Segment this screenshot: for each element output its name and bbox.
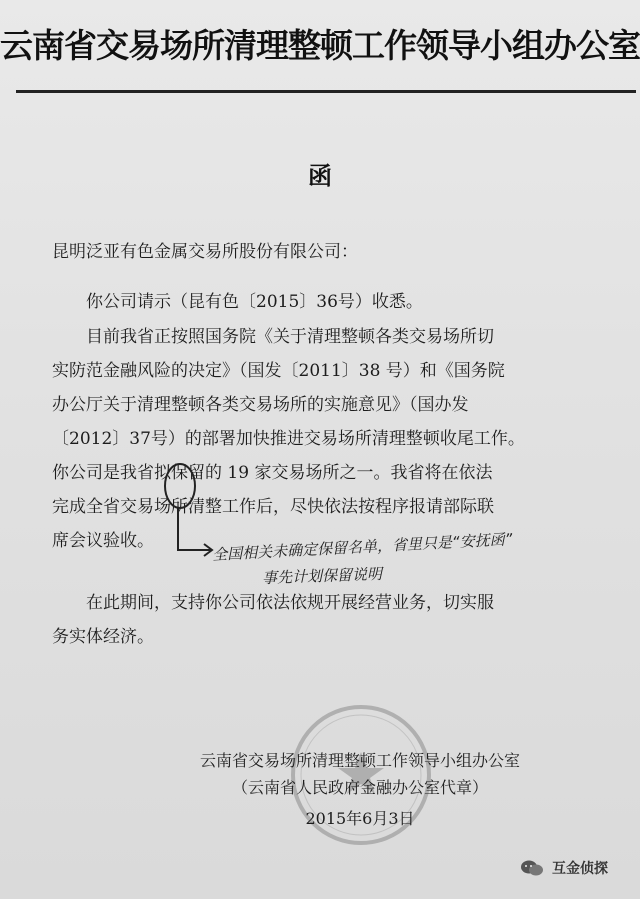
paragraph-3 (52, 586, 612, 654)
paragraph-line: 办公厅关于清理整顿各类交易场所的实施意见》（国办发 (52, 395, 469, 415)
paragraph-1 (52, 285, 612, 319)
paragraph-line: 目前我省正按照国务院《关于清理整顿各类交易场所切 (86, 327, 494, 347)
handwritten-note-line-1: 全国相关未确定保留名单，省里只是“安抚函” (211, 530, 513, 564)
paragraph-line: 〔2012〕37号）的部署加快推进交易场所清理整顿收尾工作。 (52, 429, 525, 449)
document-type: 函 (308, 162, 332, 190)
paragraph-line: 你公司请示（昆有色〔2015〕36号）收悉。 (86, 292, 423, 312)
recipient (52, 235, 612, 269)
signature-date: 2015年6月3日 (305, 809, 415, 828)
wechat-icon (520, 859, 544, 877)
watermark (520, 858, 608, 878)
letterhead-title: 云南省交易场所清理整顿工作领导小组办公室 (0, 26, 640, 65)
paragraph-line: 你公司是我省拟保留的 19 家交易场所之一。我省将在依法 (52, 463, 493, 483)
handwritten-note-line-2: 事先计划保留说明 (261, 564, 383, 588)
signature-organization: 云南省交易场所清理整顿工作领导小组办公室 (199, 751, 520, 770)
paragraph-line: 实防范金融风险的决定》（国发〔2011〕38 号）和《国务院 (52, 361, 505, 381)
signature-subtitle: （云南省人民政府金融办公室代章） (231, 778, 488, 797)
recipient-line: 昆明泛亚有色金属交易所股份有限公司： (52, 242, 358, 262)
paragraph-line: 完成全省交易场所清整工作后，尽快依法按程序报请部际联 (52, 497, 494, 517)
watermark-text: 互金侦探 (552, 861, 608, 877)
paragraph-2 (52, 320, 612, 558)
paragraph-line: 席会议验收。 (52, 531, 154, 551)
paragraph-line: 务实体经济。 (52, 627, 154, 647)
letterhead-rule (16, 90, 636, 93)
paragraph-line: 在此期间，支持你公司依法依规开展经营业务，切实服 (86, 593, 494, 613)
